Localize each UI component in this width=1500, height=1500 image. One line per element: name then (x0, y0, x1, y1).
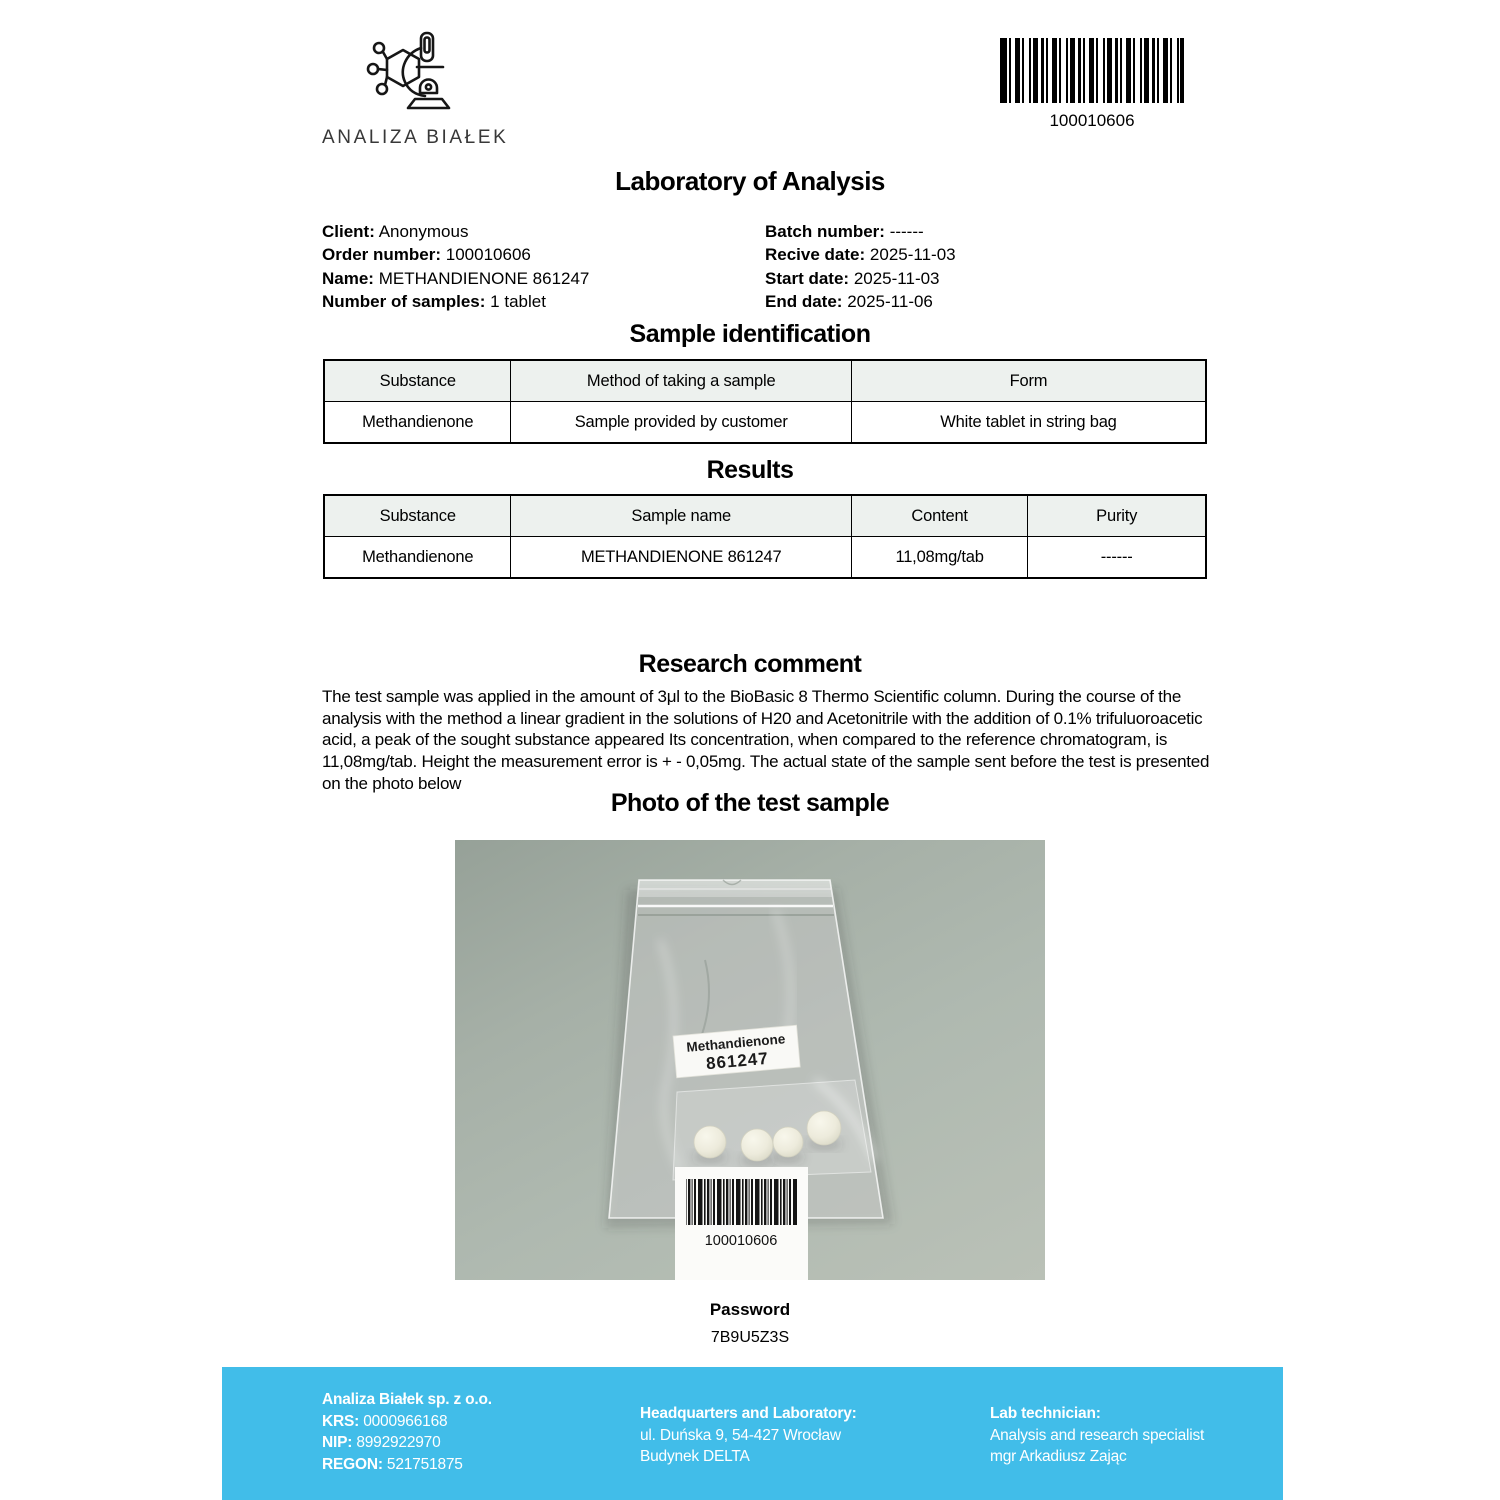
company-nip-label: NIP: (322, 1434, 353, 1451)
info-line (322, 243, 589, 266)
tablet (807, 1111, 841, 1145)
sample-photo-graphic (455, 840, 1045, 1280)
info-line (765, 220, 956, 243)
footer-headquarters (640, 1403, 857, 1468)
brand-name: ANALIZA BIAŁEK (322, 127, 509, 148)
info-line (322, 220, 589, 243)
header-barcode (1000, 38, 1184, 131)
research-comment-text: The test sample was applied in the amount of 3μl to the BioBasic 8 Thermo Scientific column. During the course of the analysis with the method a linear gradient in the solutions of H20 and Acetonitrile with the addition of 0.1% trifuluoroacetic acid, a peak of the sought substance appeared Its concentration, when compared to the reference chromatogram, is 11,08mg/tab. Height the measurement error is + - 0,05mg. The actual state of the sample sent before the test is presented on the photo below (322, 687, 1210, 793)
table-header-row (324, 360, 1206, 402)
photo-barcode-label (675, 1167, 808, 1280)
section-heading-photo: Photo of the test sample (610, 789, 890, 817)
tablet (741, 1129, 773, 1161)
info-value: 2025-11-03 (869, 245, 956, 265)
results-table (323, 494, 1207, 579)
info-line (765, 267, 956, 290)
password-value: 7B9U5Z3S (710, 1329, 790, 1346)
photo-barcode-number: 100010606 (704, 1233, 778, 1249)
info-line (765, 243, 956, 266)
barcode-number: 100010606 (1049, 111, 1135, 130)
footer (222, 1367, 1283, 1500)
photo-barcode-bars (686, 1179, 797, 1225)
column-header: Substance (324, 495, 511, 537)
footer-company (322, 1389, 492, 1475)
password-label: Password (709, 1300, 791, 1319)
technician-line: Analysis and research specialist (990, 1426, 1205, 1444)
column-header: Method of taking a sample (511, 360, 851, 402)
company-krs-value: 0000966168 (363, 1412, 448, 1430)
footer-lab-technician (990, 1403, 1204, 1468)
tablet (773, 1127, 803, 1157)
table-cell: ------ (1028, 537, 1206, 579)
section-heading-research-comment: Research comment (638, 650, 862, 678)
molecule-microscope-icon (363, 28, 461, 120)
info-value: Anonymous (378, 222, 469, 241)
table-cell: METHANDIENONE 861247 (511, 537, 851, 579)
company-name: Analiza Białek sp. z o.o. (322, 1391, 492, 1408)
company-regon (322, 1454, 492, 1476)
info-label: Name: (322, 268, 374, 288)
column-header: Sample name (511, 495, 851, 537)
info-value: METHANDIENONE 861247 (378, 268, 590, 288)
technician-heading: Lab technician: (990, 1405, 1101, 1422)
info-label: Start date: (765, 268, 850, 288)
table-cell: Methandienone (324, 402, 511, 444)
info-label: Order number: (322, 245, 442, 265)
company-nip (322, 1432, 492, 1454)
lab-logo (322, 28, 509, 149)
company-regon-label: REGON: (322, 1455, 383, 1473)
company-krs (322, 1411, 492, 1433)
info-line (322, 267, 589, 290)
sample-label-name: Methandienone (685, 1031, 786, 1055)
info-label: Client: (322, 222, 375, 241)
order-info-left (322, 220, 589, 313)
page-title: Laboratory of Analysis (615, 166, 885, 196)
info-label: Number of samples: (322, 291, 486, 311)
info-value: 2025-11-03 (853, 268, 940, 288)
table-cell: Sample provided by customer (511, 402, 851, 444)
order-info-right (765, 220, 956, 313)
headquarters-heading: Headquarters and Laboratory: (640, 1405, 857, 1422)
table-row (324, 537, 1206, 579)
headquarters-address-line: ul. Duńska 9, 54-427 Wrocław (640, 1426, 841, 1444)
photo-barcode-edge-bar (795, 1179, 797, 1225)
info-line (322, 290, 589, 313)
table-cell: White tablet in string bag (851, 402, 1206, 444)
info-value: 1 tablet (490, 291, 546, 311)
column-header: Substance (324, 360, 511, 402)
sample-photo (455, 840, 1045, 1280)
column-header: Content (851, 495, 1027, 537)
barcode-bars (1000, 38, 1184, 103)
info-value: ------ (889, 222, 924, 241)
company-regon-value: 521751875 (386, 1455, 463, 1473)
tablet (694, 1126, 726, 1158)
column-header: Purity (1028, 495, 1206, 537)
company-nip-value: 8992922970 (356, 1434, 441, 1451)
info-label: Batch number: (765, 222, 885, 241)
table-header-row (324, 495, 1206, 537)
table-cell: 11,08mg/tab (851, 537, 1027, 579)
table-row (324, 402, 1206, 444)
info-value: 100010606 (445, 245, 531, 265)
section-heading-sample-identification: Sample identification (629, 320, 871, 348)
column-header: Form (851, 360, 1206, 402)
info-label: End date: (765, 291, 843, 311)
section-heading-results: Results (706, 456, 794, 484)
table-cell: Methandienone (324, 537, 511, 579)
info-line (765, 290, 956, 313)
technician-line: mgr Arkadiusz Zając (990, 1448, 1127, 1465)
headquarters-address-line: Budynek DELTA (640, 1448, 750, 1465)
info-value: 2025-11-06 (847, 291, 933, 311)
info-label: Recive date: (765, 245, 866, 265)
company-krs-label: KRS: (322, 1412, 360, 1430)
sample-label-number: 861247 (705, 1048, 770, 1074)
sample-identification-table (323, 359, 1207, 444)
